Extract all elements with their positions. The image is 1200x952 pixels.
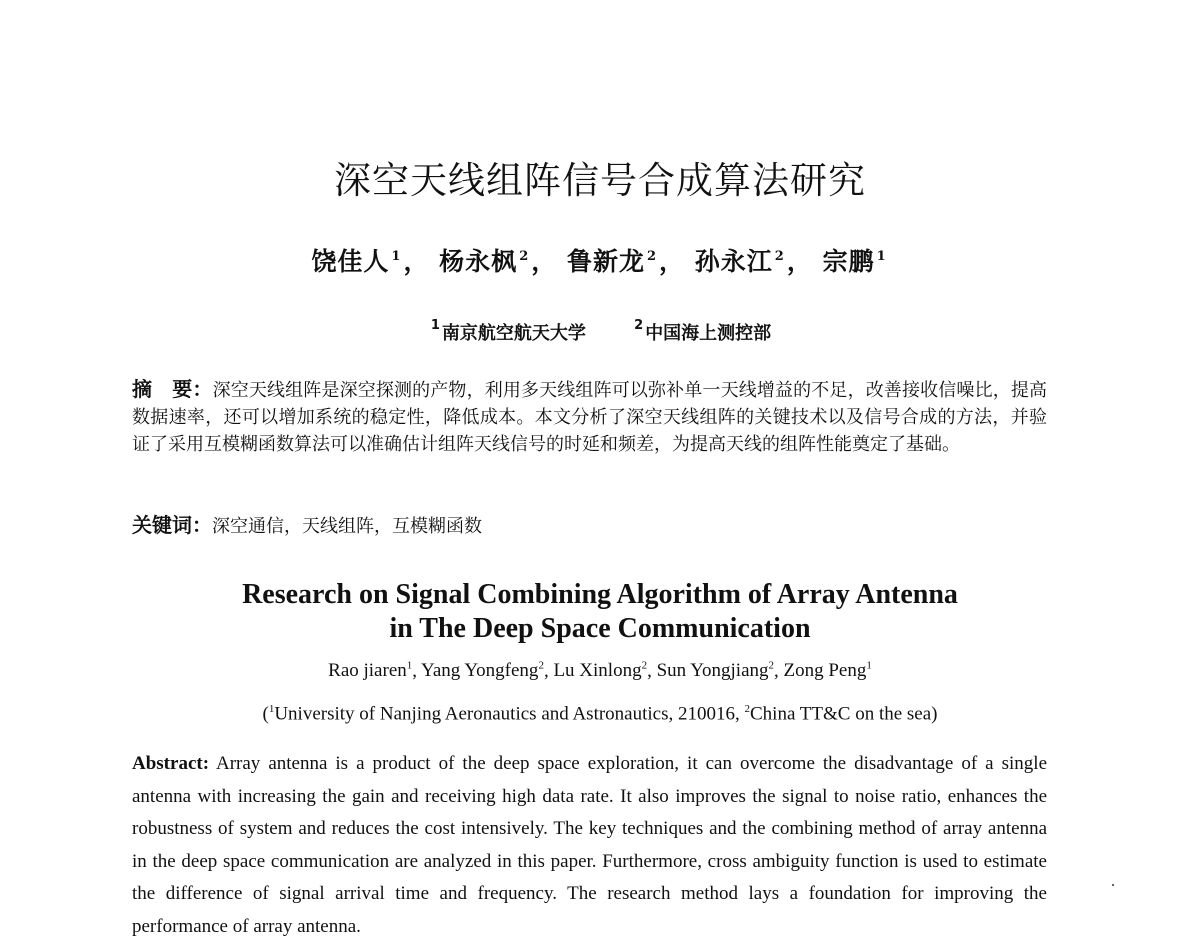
chinese-keywords [132, 512, 1047, 540]
author-en: Sun Yongjiang$^2$ [656, 660, 774, 682]
chinese-abstract-label: 摘 要： [132, 377, 213, 401]
chinese-abstract [132, 376, 1047, 458]
affiliation-cn: $^1$ 南京航空航天大学 [430, 318, 586, 344]
chinese-keywords-text: 深空通信，天线组阵，互模糊函数 [212, 516, 482, 537]
chinese-abstract-text: 深空天线组阵是深空探测的产物，利用多天线组阵可以弥补单一天线增益的不足，改善接收信噪比，提高数据速率，还可以增加系统的稳定性，降低成本。本文分析了深空天线组阵的关键技术以及信号合成的方法，并验证了采用互模糊函数算法可以准确估计组阵天线信号的时延和频差，为提高天线的组阵性能奠定了基础。 [132, 380, 1048, 455]
author-cn: 杨永枫 $^2$ [439, 247, 530, 276]
english-affiliations: ($^1$University of Nanjing Aeronautics and Astronautics, 210016, $^2$China TT&C on the sea) [262, 703, 938, 725]
author-cn: 宗鹏 $^1$ [822, 247, 887, 276]
english-title [0, 578, 1200, 646]
english-abstract [132, 748, 1047, 944]
english-title-line1: Research on Signal Combining Algorithm of Array Antenna [242, 579, 958, 610]
author-en: Rao jiaren$^1$ [328, 660, 413, 682]
affiliation-cn: $^2$ 中国海上测控部 [634, 318, 772, 344]
english-abstract-label: Abstract: [132, 753, 210, 774]
author-cn: 鲁新龙 $^2$ [566, 247, 658, 276]
author-cn: 孙永江 $^2$ [694, 247, 785, 276]
chinese-affiliations [0, 318, 1200, 345]
chinese-title: 深空天线组阵信号合成算法研究 [334, 159, 866, 202]
english-title-line2: in The Deep Space Communication [389, 613, 811, 644]
english-authors: Rao jiaren$^1$, Yang Yongfeng$^2$, Lu Xinlong$^2$, Sun Yongjiang$^2$, Zong Peng$^1$ [328, 660, 872, 682]
author-en: Lu Xinlong$^2$ [553, 660, 648, 682]
english-abstract-text: Array antenna is a product of the deep space exploration, it can overcome the disadvantage of a single antenna with increasing the gain and receiving high data rate. It also improves the signal to noise ratio, enhances the robustness of system and reduces the cost intensively. The key techniques and the combining method of array antenna in the deep space communication are analyzed in this paper. Furthermore, cross ambiguity function is used to estimate the difference of signal arrival time and frequency. The research method lays a foundation for improving the performance of array antenna. [132, 753, 1047, 937]
chinese-keywords-label: 关键词： [132, 513, 212, 537]
author-cn: 饶佳人 $^1$ [311, 247, 402, 276]
author-en: Yang Yongfeng$^2$ [421, 660, 544, 682]
author-en: Zong Peng$^1$ [783, 660, 872, 682]
chinese-authors: 饶佳人 $^1$， 杨永枫 $^2$， 鲁新龙 $^2$， 孙永江 $^2$， 宗鹏 $^1$ [311, 247, 887, 276]
scan-speck [1112, 884, 1114, 886]
